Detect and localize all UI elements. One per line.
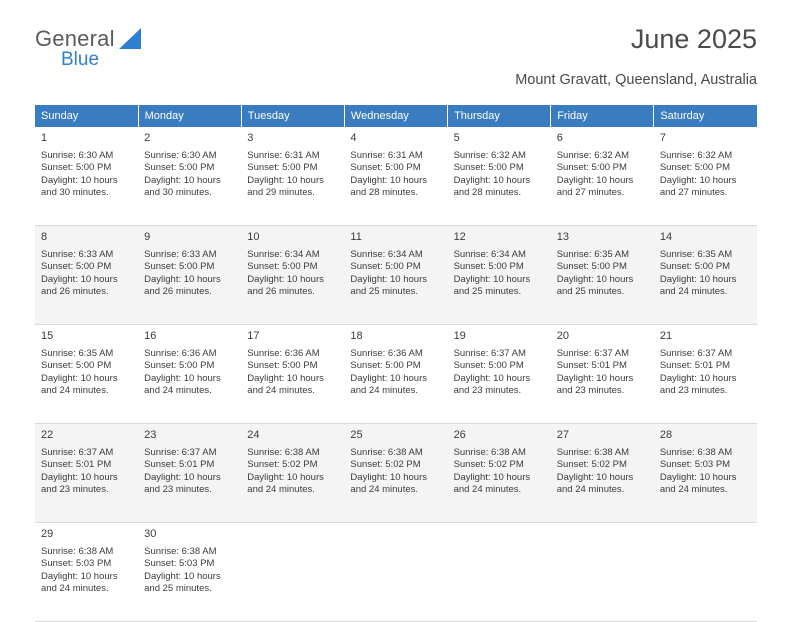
calendar-day-cell: [551, 424, 654, 523]
sunset-time: Sunset: 5:00 PM: [41, 162, 112, 174]
daylight-duration-line1: Daylight: 10 hours: [453, 471, 531, 483]
sunrise-sunset-calendar: [35, 105, 757, 622]
sunset-time: Sunset: 5:00 PM: [453, 360, 524, 372]
day-number: 21: [659, 330, 673, 342]
day-number: 26: [453, 429, 466, 441]
daylight-duration-line2: and 24 minutes.: [247, 385, 315, 397]
calendar-day-cell-empty: [344, 523, 447, 622]
daylight-duration-line2: and 29 minutes.: [247, 187, 315, 199]
day-number: 20: [556, 330, 569, 342]
day-number: 13: [556, 231, 569, 243]
calendar-day-cell-empty: [654, 523, 757, 622]
calendar-day-cell: [241, 325, 344, 424]
daylight-duration-line1: Daylight: 10 hours: [659, 273, 737, 285]
calendar-day-cell: [654, 226, 757, 325]
sunset-time: Sunset: 5:00 PM: [350, 261, 421, 273]
sunrise-time: Sunrise: 6:38 AM: [556, 446, 630, 458]
daylight-duration-line1: Daylight: 10 hours: [41, 570, 118, 582]
sunrise-time: Sunrise: 6:35 AM: [41, 347, 114, 359]
sunrise-time: Sunrise: 6:36 AM: [350, 347, 423, 359]
daylight-duration-line2: and 23 minutes.: [659, 385, 728, 397]
day-number: 25: [350, 429, 363, 441]
page-title: June 2025: [630, 24, 757, 54]
daylight-duration-line1: Daylight: 10 hours: [659, 471, 737, 483]
logo-text-general: General: [35, 26, 115, 51]
location-subtitle: Mount Gravatt, Queensland, Australia: [515, 72, 757, 88]
sunrise-time: Sunrise: 6:37 AM: [144, 446, 217, 458]
sunrise-time: Sunrise: 6:37 AM: [659, 347, 733, 359]
weekday-header-tuesday: Tuesday: [241, 105, 344, 127]
daylight-duration-line2: and 26 minutes.: [247, 286, 315, 298]
sunrise-time: Sunrise: 6:32 AM: [453, 149, 526, 161]
day-number: 1: [41, 132, 48, 144]
calendar-week-row: [35, 127, 757, 226]
calendar-day-cell: [138, 127, 241, 226]
calendar-day-cell-empty: [241, 523, 344, 622]
day-number: 29: [41, 528, 54, 540]
daylight-duration-line2: and 30 minutes.: [144, 187, 212, 199]
day-number: 10: [247, 231, 260, 243]
daylight-duration-line1: Daylight: 10 hours: [556, 273, 634, 285]
day-number: 27: [556, 429, 569, 441]
daylight-duration-line2: and 24 minutes.: [556, 484, 625, 496]
sunrise-time: Sunrise: 6:34 AM: [453, 248, 526, 260]
calendar-day-cell: [551, 127, 654, 226]
page-header: [35, 0, 757, 88]
daylight-duration-line1: Daylight: 10 hours: [41, 471, 118, 483]
calendar-week-row: [35, 325, 757, 424]
daylight-duration-line2: and 25 minutes.: [556, 286, 625, 298]
daylight-duration-line1: Daylight: 10 hours: [247, 174, 324, 186]
day-number: 28: [659, 429, 673, 441]
calendar-day-cell: [241, 424, 344, 523]
calendar-day-cell: [241, 226, 344, 325]
sunrise-time: Sunrise: 6:37 AM: [453, 347, 526, 359]
calendar-day-cell: [35, 424, 138, 523]
daylight-duration-line2: and 24 minutes.: [453, 484, 522, 496]
sunset-time: Sunset: 5:00 PM: [556, 162, 627, 174]
day-number: 24: [247, 429, 260, 441]
sunrise-time: Sunrise: 6:30 AM: [41, 149, 114, 161]
calendar-day-cell: [654, 325, 757, 424]
sunrise-time: Sunrise: 6:35 AM: [659, 248, 733, 260]
daylight-duration-line1: Daylight: 10 hours: [144, 471, 221, 483]
calendar-day-cell: [35, 127, 138, 226]
calendar-day-cell-empty: [551, 523, 654, 622]
daylight-duration-line2: and 23 minutes.: [453, 385, 522, 397]
sunset-time: Sunset: 5:00 PM: [41, 360, 112, 372]
calendar-week-row: [35, 226, 757, 325]
sunrise-time: Sunrise: 6:38 AM: [453, 446, 526, 458]
calendar-week-row: [35, 424, 757, 523]
calendar-day-cell: [138, 226, 241, 325]
sunrise-time: Sunrise: 6:30 AM: [144, 149, 217, 161]
day-number: 8: [41, 231, 48, 243]
calendar-day-cell: [344, 226, 447, 325]
sunset-time: Sunset: 5:01 PM: [556, 360, 627, 372]
calendar-day-cell: [448, 424, 551, 523]
calendar-day-cell: [448, 325, 551, 424]
daylight-duration-line1: Daylight: 10 hours: [144, 570, 221, 582]
daylight-duration-line1: Daylight: 10 hours: [350, 174, 427, 186]
sunset-time: Sunset: 5:01 PM: [659, 360, 731, 372]
sunset-time: Sunset: 5:00 PM: [659, 261, 731, 273]
daylight-duration-line1: Daylight: 10 hours: [556, 174, 634, 186]
daylight-duration-line2: and 27 minutes.: [659, 187, 728, 199]
sunrise-time: Sunrise: 6:38 AM: [350, 446, 423, 458]
calendar-day-cell: [344, 325, 447, 424]
sunrise-time: Sunrise: 6:35 AM: [556, 248, 630, 260]
day-number: 12: [453, 231, 466, 243]
sunset-time: Sunset: 5:00 PM: [144, 261, 215, 273]
daylight-duration-line1: Daylight: 10 hours: [144, 273, 221, 285]
calendar-day-cell: [138, 523, 241, 622]
calendar-day-cell: [35, 226, 138, 325]
day-number: 23: [144, 429, 157, 441]
calendar-day-cell: [654, 127, 757, 226]
sunrise-time: Sunrise: 6:38 AM: [144, 545, 217, 557]
sunrise-time: Sunrise: 6:36 AM: [247, 347, 320, 359]
sunset-time: Sunset: 5:00 PM: [41, 261, 112, 273]
sunset-time: Sunset: 5:00 PM: [659, 162, 731, 174]
daylight-duration-line1: Daylight: 10 hours: [556, 372, 634, 384]
day-number: 9: [144, 231, 151, 243]
sunset-time: Sunset: 5:02 PM: [453, 459, 524, 471]
day-number: 6: [556, 132, 563, 144]
daylight-duration-line2: and 24 minutes.: [659, 484, 728, 496]
daylight-duration-line1: Daylight: 10 hours: [350, 471, 427, 483]
calendar-day-cell: [551, 226, 654, 325]
sunrise-time: Sunrise: 6:32 AM: [556, 149, 630, 161]
sunrise-time: Sunrise: 6:38 AM: [659, 446, 733, 458]
weekday-header-thursday: Thursday: [448, 105, 551, 127]
sunset-time: Sunset: 5:01 PM: [144, 459, 215, 471]
daylight-duration-line1: Daylight: 10 hours: [144, 174, 221, 186]
day-number: 17: [247, 330, 260, 342]
daylight-duration-line2: and 27 minutes.: [556, 187, 625, 199]
calendar-day-cell: [35, 523, 138, 622]
sunrise-time: Sunrise: 6:31 AM: [350, 149, 423, 161]
day-number: 14: [659, 231, 673, 243]
weekday-header-sunday: Sunday: [35, 105, 138, 127]
sunset-time: Sunset: 5:03 PM: [659, 459, 731, 471]
calendar-day-cell: [138, 325, 241, 424]
sunset-time: Sunset: 5:03 PM: [144, 558, 215, 570]
calendar-day-cell: [344, 127, 447, 226]
daylight-duration-line1: Daylight: 10 hours: [350, 372, 427, 384]
calendar-day-cell: [551, 325, 654, 424]
weekday-header-wednesday: Wednesday: [344, 105, 447, 127]
sunrise-time: Sunrise: 6:34 AM: [247, 248, 320, 260]
daylight-duration-line2: and 25 minutes.: [350, 286, 419, 298]
day-number: 11: [350, 231, 362, 243]
day-number: 30: [144, 528, 157, 540]
sunrise-time: Sunrise: 6:31 AM: [247, 149, 320, 161]
sunset-time: Sunset: 5:00 PM: [350, 162, 421, 174]
sunrise-time: Sunrise: 6:33 AM: [41, 248, 114, 260]
calendar-day-cell: [654, 424, 757, 523]
sunset-time: Sunset: 5:00 PM: [144, 360, 215, 372]
daylight-duration-line1: Daylight: 10 hours: [556, 471, 634, 483]
calendar-day-cell: [344, 424, 447, 523]
daylight-duration-line2: and 30 minutes.: [41, 187, 109, 199]
calendar-day-cell-empty: [448, 523, 551, 622]
logo-text-blue: Blue: [61, 49, 100, 70]
sunrise-time: Sunrise: 6:34 AM: [350, 248, 423, 260]
sunset-time: Sunset: 5:00 PM: [247, 261, 318, 273]
daylight-duration-line1: Daylight: 10 hours: [247, 471, 324, 483]
daylight-duration-line1: Daylight: 10 hours: [453, 174, 531, 186]
weekday-header-saturday: Saturday: [654, 105, 757, 127]
daylight-duration-line1: Daylight: 10 hours: [453, 273, 531, 285]
day-number: 2: [144, 132, 151, 144]
daylight-duration-line1: Daylight: 10 hours: [41, 273, 118, 285]
day-number: 7: [659, 132, 666, 144]
calendar-day-cell: [35, 325, 138, 424]
sunrise-time: Sunrise: 6:37 AM: [556, 347, 630, 359]
sunrise-time: Sunrise: 6:37 AM: [41, 446, 114, 458]
daylight-duration-line2: and 26 minutes.: [144, 286, 212, 298]
day-number: 15: [41, 330, 54, 342]
daylight-duration-line1: Daylight: 10 hours: [144, 372, 221, 384]
daylight-duration-line2: and 23 minutes.: [41, 484, 109, 496]
calendar-week-row: [35, 523, 757, 622]
daylight-duration-line2: and 24 minutes.: [247, 484, 315, 496]
daylight-duration-line2: and 28 minutes.: [453, 187, 522, 199]
sunset-time: Sunset: 5:02 PM: [556, 459, 627, 471]
weekday-header-row: [35, 105, 757, 127]
daylight-duration-line1: Daylight: 10 hours: [453, 372, 531, 384]
sunrise-time: Sunrise: 6:32 AM: [659, 149, 733, 161]
sunset-time: Sunset: 5:02 PM: [247, 459, 318, 471]
sunset-time: Sunset: 5:02 PM: [350, 459, 421, 471]
sunset-time: Sunset: 5:00 PM: [453, 261, 524, 273]
daylight-duration-line2: and 24 minutes.: [350, 484, 419, 496]
daylight-duration-line2: and 25 minutes.: [144, 583, 212, 595]
calendar-day-cell: [448, 226, 551, 325]
daylight-duration-line2: and 28 minutes.: [350, 187, 419, 199]
sunrise-time: Sunrise: 6:33 AM: [144, 248, 217, 260]
sunset-time: Sunset: 5:00 PM: [453, 162, 524, 174]
daylight-duration-line2: and 23 minutes.: [144, 484, 212, 496]
daylight-duration-line1: Daylight: 10 hours: [41, 372, 118, 384]
daylight-duration-line2: and 26 minutes.: [41, 286, 109, 298]
daylight-duration-line1: Daylight: 10 hours: [350, 273, 427, 285]
daylight-duration-line1: Daylight: 10 hours: [659, 174, 737, 186]
day-number: 3: [247, 132, 254, 144]
sunset-time: Sunset: 5:00 PM: [144, 162, 215, 174]
sunset-time: Sunset: 5:01 PM: [41, 459, 112, 471]
sunset-time: Sunset: 5:03 PM: [41, 558, 112, 570]
logo: [35, 26, 235, 74]
daylight-duration-line2: and 24 minutes.: [144, 385, 212, 397]
sunset-time: Sunset: 5:00 PM: [247, 360, 318, 372]
weekday-header-friday: Friday: [551, 105, 654, 127]
sunset-time: Sunset: 5:00 PM: [350, 360, 421, 372]
sunrise-time: Sunrise: 6:38 AM: [41, 545, 114, 557]
calendar-day-cell: [448, 127, 551, 226]
logo-flag-icon: [119, 28, 141, 49]
sunrise-time: Sunrise: 6:38 AM: [247, 446, 320, 458]
sunrise-time: Sunrise: 6:36 AM: [144, 347, 217, 359]
daylight-duration-line2: and 24 minutes.: [41, 385, 109, 397]
day-number: 22: [41, 429, 54, 441]
sunset-time: Sunset: 5:00 PM: [556, 261, 627, 273]
daylight-duration-line2: and 25 minutes.: [453, 286, 522, 298]
weekday-header-monday: Monday: [138, 105, 241, 127]
daylight-duration-line1: Daylight: 10 hours: [247, 372, 324, 384]
day-number: 16: [144, 330, 157, 342]
day-number: 4: [350, 132, 357, 144]
calendar-day-cell: [241, 127, 344, 226]
daylight-duration-line1: Daylight: 10 hours: [659, 372, 737, 384]
daylight-duration-line1: Daylight: 10 hours: [247, 273, 324, 285]
day-number: 19: [453, 330, 466, 342]
daylight-duration-line2: and 24 minutes.: [41, 583, 109, 595]
daylight-duration-line2: and 24 minutes.: [659, 286, 728, 298]
daylight-duration-line1: Daylight: 10 hours: [41, 174, 118, 186]
daylight-duration-line2: and 23 minutes.: [556, 385, 625, 397]
calendar-day-cell: [138, 424, 241, 523]
daylight-duration-line2: and 24 minutes.: [350, 385, 419, 397]
day-number: 18: [350, 330, 363, 342]
sunset-time: Sunset: 5:00 PM: [247, 162, 318, 174]
day-number: 5: [453, 132, 460, 144]
